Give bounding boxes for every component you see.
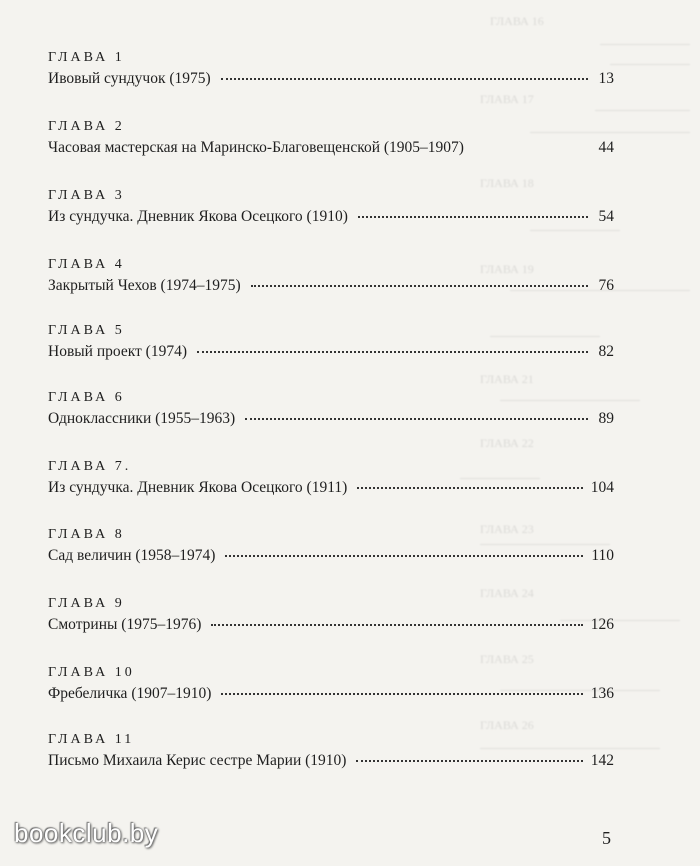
dot-leader (245, 418, 588, 420)
chapter-heading: ГЛАВА 1 (48, 50, 125, 65)
chapter-heading: ГЛАВА 2 (48, 119, 125, 134)
dot-leader (356, 760, 582, 762)
toc-entry (48, 323, 614, 361)
page-number: 76 (598, 277, 614, 294)
page-number: 126 (590, 616, 614, 633)
page-number: 104 (590, 479, 614, 496)
show-through-text: ГЛАВА 16 ГЛАВА 17 ГЛАВА 18 ГЛАВА 19 ГЛАВА 21 ГЛАВА 22 ГЛАВА 23 ГЛАВА 24 ГЛАВА 25 ГЛАВА 26 (380, 0, 700, 866)
chapter-heading: ГЛАВА 6 (48, 390, 125, 405)
chapter-title[interactable]: Из сундучка. Дневник Якова Осецкого (1911) (48, 479, 348, 496)
chapter-title[interactable]: Из сундучка. Дневник Якова Осецкого (1910) (48, 208, 348, 225)
dot-leader (251, 285, 588, 287)
dot-leader (358, 216, 588, 218)
chapter-heading: ГЛАВА 3 (48, 188, 125, 203)
toc-entry (48, 119, 614, 157)
toc-entry (48, 257, 614, 295)
page-number: 89 (598, 410, 614, 427)
chapter-title[interactable]: Сад величин (1958–1974) (48, 547, 216, 564)
chapter-heading: ГЛАВА 5 (48, 323, 125, 338)
dot-leader (197, 351, 588, 353)
toc-entry (48, 390, 614, 428)
toc-entry (48, 188, 614, 226)
toc-entry (48, 665, 614, 703)
dot-leader (211, 624, 582, 626)
chapter-title[interactable]: Письмо Михаила Керис сестре Марии (1910) (48, 752, 347, 769)
chapter-heading: ГЛАВА 10 (48, 665, 135, 680)
page-number: 110 (591, 547, 614, 564)
chapter-title[interactable]: Одноклассники (1955–1963) (48, 410, 236, 427)
chapter-title[interactable]: Часовая мастерская на Маринско-Благовещенской (1905–1907) (48, 139, 464, 156)
toc-entry (48, 527, 614, 565)
page-number: 82 (598, 343, 614, 360)
dot-leader (357, 487, 582, 489)
page-number: 54 (598, 208, 614, 225)
chapter-title[interactable]: Ивовый сундучок (1975) (48, 70, 211, 87)
toc-entry (48, 732, 614, 770)
toc-entry (48, 50, 614, 88)
page-number: 136 (590, 685, 614, 702)
chapter-heading: ГЛАВА 8 (48, 527, 125, 542)
chapter-heading: ГЛАВА 7. (48, 459, 132, 474)
chapter-title[interactable]: Новый проект (1974) (48, 343, 188, 360)
watermark: bookclub.by (14, 818, 159, 848)
chapter-title[interactable]: Фребеличка (1907–1910) (48, 685, 212, 702)
dot-leader (225, 555, 583, 557)
folio-page-number: 5 (602, 828, 611, 848)
dot-leader (474, 147, 588, 149)
toc-entry (48, 459, 614, 497)
chapter-heading: ГЛАВА 9 (48, 596, 125, 611)
chapter-heading: ГЛАВА 4 (48, 257, 125, 272)
chapter-title[interactable]: Закрытый Чехов (1974–1975) (48, 277, 241, 294)
chapter-heading: ГЛАВА 11 (48, 732, 135, 747)
chapter-title[interactable]: Смотрины (1975–1976) (48, 616, 202, 633)
page-number: 13 (598, 70, 614, 87)
dot-leader (221, 693, 582, 695)
dot-leader (221, 78, 588, 80)
page-number: 142 (590, 752, 614, 769)
toc-entry (48, 596, 614, 634)
page-number: 44 (598, 139, 614, 156)
